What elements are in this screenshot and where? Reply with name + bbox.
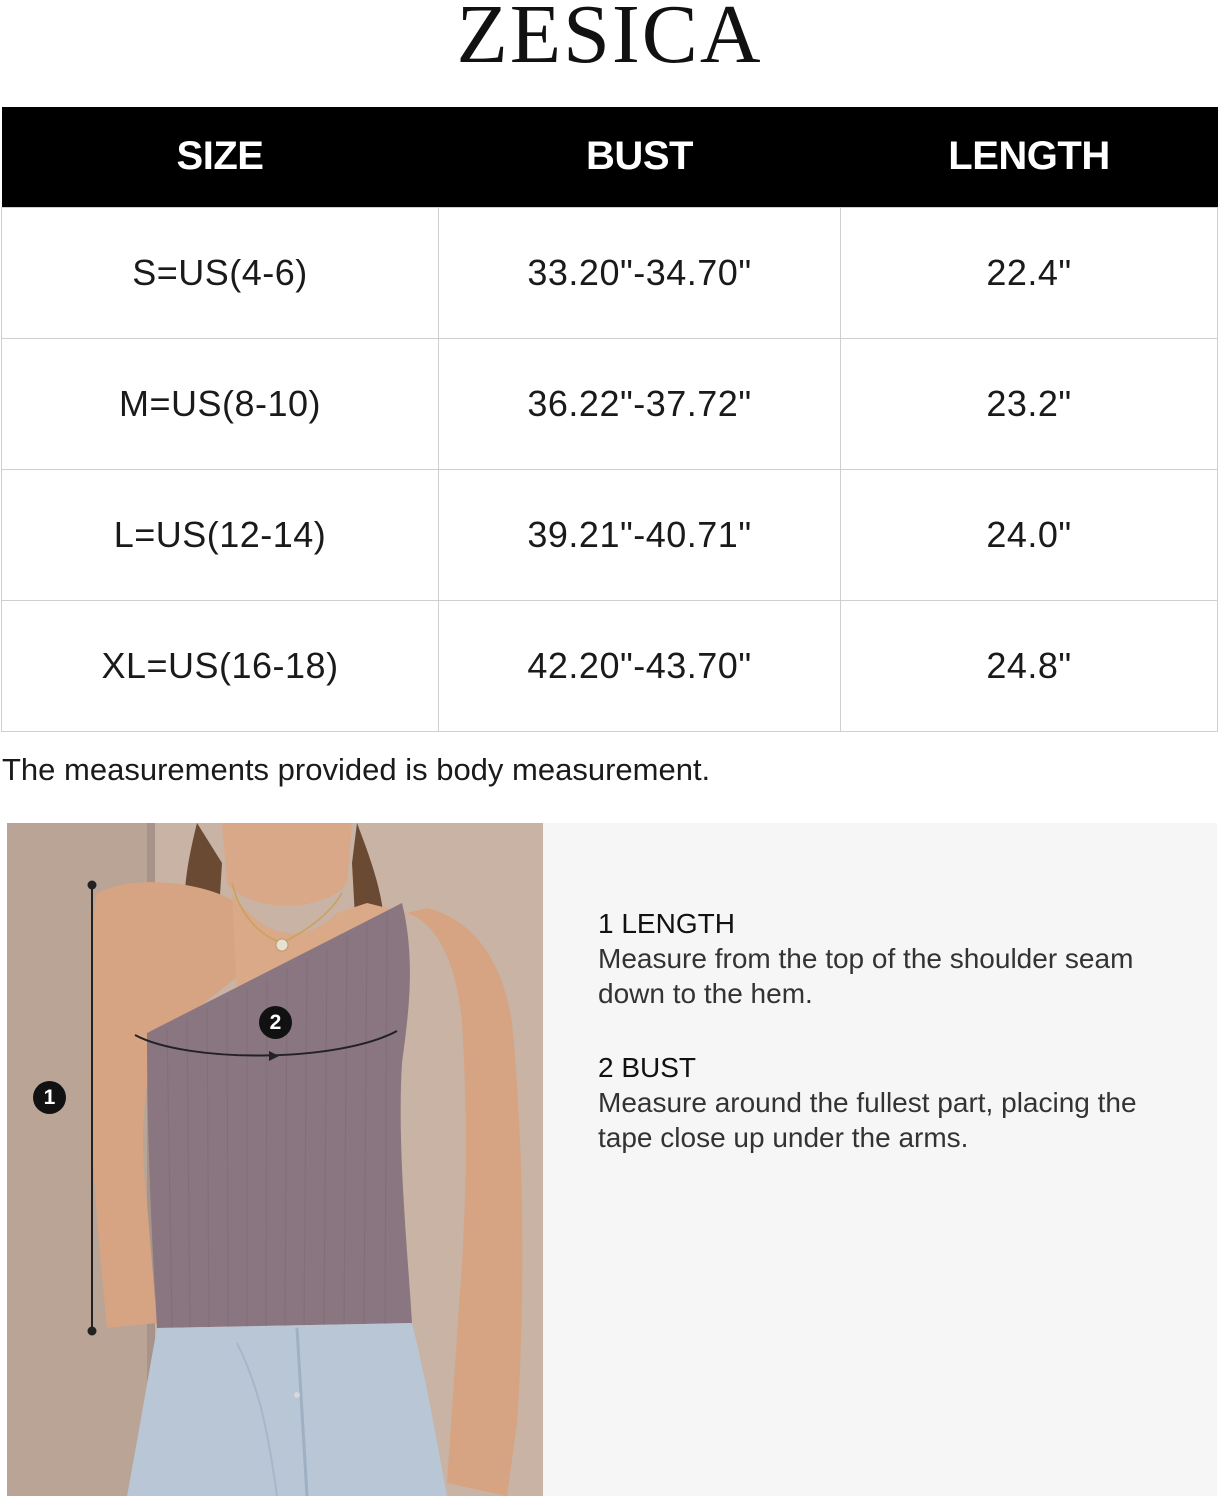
bust-cell: 36.22"-37.72" <box>439 338 841 469</box>
size-cell: S=US(4-6) <box>2 207 439 338</box>
instruction-text: Measure around the fullest part, placing the tape close up under the arms. <box>598 1087 1137 1153</box>
length-cell: 24.0" <box>841 469 1218 600</box>
instruction-title: 2 BUST <box>598 1052 697 1083</box>
instruction-title: 1 LENGTH <box>598 908 735 939</box>
marker-1-badge: 1 <box>33 1081 66 1114</box>
table-row <box>2 207 1218 338</box>
marker-2-badge: 2 <box>259 1006 292 1039</box>
bust-cell: 42.20"-43.70" <box>439 600 841 731</box>
header-length: LENGTH <box>841 107 1218 207</box>
length-cell: 23.2" <box>841 338 1218 469</box>
header-bust: BUST <box>439 107 841 207</box>
instruction-text: Measure from the top of the shoulder seam down to the hem. <box>598 943 1134 1009</box>
instruction-length <box>598 906 1178 1011</box>
model-photo <box>7 823 543 1496</box>
length-cell: 24.8" <box>841 600 1218 731</box>
size-cell: XL=US(16-18) <box>2 600 439 731</box>
size-cell: L=US(12-14) <box>2 469 439 600</box>
measurement-instructions <box>598 906 1178 1179</box>
bust-cell: 33.20"-34.70" <box>439 207 841 338</box>
header-size: SIZE <box>2 107 439 207</box>
instruction-bust <box>598 1050 1178 1155</box>
size-chart-table <box>1 107 1218 732</box>
brand-logo: ZESICA <box>456 0 763 72</box>
measurement-note: The measurements provided is body measurement. <box>2 752 711 787</box>
length-cell: 22.4" <box>841 207 1218 338</box>
table-header-row <box>2 107 1218 207</box>
table-row <box>2 338 1218 469</box>
table-row <box>2 600 1218 731</box>
table-row <box>2 469 1218 600</box>
bust-cell: 39.21"-40.71" <box>439 469 841 600</box>
size-cell: M=US(8-10) <box>2 338 439 469</box>
